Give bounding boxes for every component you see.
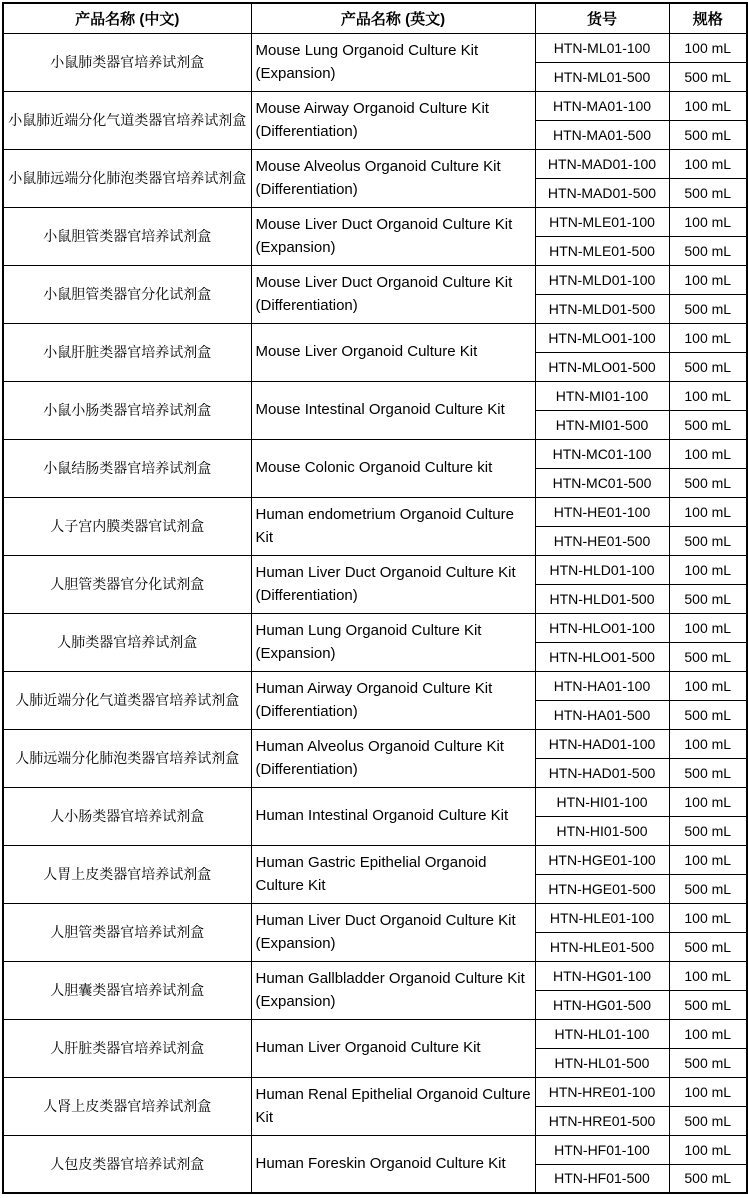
specification: 500 mL [669,294,747,323]
catalog-number: HTN-MC01-500 [535,468,669,497]
catalog-number: HTN-MLO01-500 [535,352,669,381]
catalog-number: HTN-HGE01-100 [535,845,669,874]
product-name-en: Mouse Liver Organoid Culture Kit [251,323,535,381]
product-name-en: Mouse Colonic Organoid Culture kit [251,439,535,497]
product-row [3,91,747,120]
product-row [3,1019,747,1048]
catalog-number: HTN-HLE01-100 [535,903,669,932]
header-row [3,3,747,33]
product-name-en: Human Liver Duct Organoid Culture Kit (Expansion) [251,903,535,961]
product-name-en: Mouse Lung Organoid Culture Kit (Expansion) [251,33,535,91]
specification: 500 mL [669,352,747,381]
product-row [3,439,747,468]
product-name-en: Human Airway Organoid Culture Kit (Differentiation) [251,671,535,729]
catalog-number: HTN-MAD01-500 [535,178,669,207]
product-name-cn: 人胆管类器官培养试剂盒 [3,903,251,961]
specification: 500 mL [669,178,747,207]
catalog-number: HTN-MLD01-500 [535,294,669,323]
specification: 500 mL [669,468,747,497]
catalog-number: HTN-MLO01-100 [535,323,669,352]
catalog-number: HTN-MA01-100 [535,91,669,120]
product-name-en: Human endometrium Organoid Culture Kit [251,497,535,555]
header-product-name-cn: 产品名称 (中文) [3,3,251,33]
catalog-number: HTN-HE01-100 [535,497,669,526]
catalog-number: HTN-HL01-500 [535,1048,669,1077]
specification: 100 mL [669,207,747,236]
product-name-en: Human Lung Organoid Culture Kit (Expansion) [251,613,535,671]
specification: 500 mL [669,410,747,439]
specification: 100 mL [669,729,747,758]
product-row [3,1135,747,1164]
catalog-number: HTN-HLE01-500 [535,932,669,961]
specification: 100 mL [669,91,747,120]
catalog-number: HTN-MI01-100 [535,381,669,410]
specification: 500 mL [669,874,747,903]
specification: 100 mL [669,903,747,932]
catalog-number: HTN-ML01-100 [535,33,669,62]
catalog-number: HTN-MLE01-100 [535,207,669,236]
table-header [3,3,747,33]
catalog-number: HTN-HE01-500 [535,526,669,555]
specification: 500 mL [669,758,747,787]
product-name-en: Mouse Intestinal Organoid Culture Kit [251,381,535,439]
catalog-number: HTN-HA01-100 [535,671,669,700]
specification: 500 mL [669,932,747,961]
catalog-number: HTN-ML01-500 [535,62,669,91]
product-row [3,33,747,62]
catalog-number: HTN-MI01-500 [535,410,669,439]
product-row [3,729,747,758]
product-name-cn: 人胃上皮类器官培养试剂盒 [3,845,251,903]
catalog-number: HTN-HA01-500 [535,700,669,729]
catalog-number: HTN-MAD01-100 [535,149,669,178]
product-name-cn: 小鼠肝脏类器官培养试剂盒 [3,323,251,381]
specification: 500 mL [669,700,747,729]
catalog-number: HTN-HRE01-100 [535,1077,669,1106]
specification: 500 mL [669,1048,747,1077]
product-name-en: Human Gallbladder Organoid Culture Kit (Expansion) [251,961,535,1019]
product-name-cn: 小鼠胆管类器官培养试剂盒 [3,207,251,265]
product-name-en: Mouse Liver Duct Organoid Culture Kit (Differentiation) [251,265,535,323]
product-row [3,381,747,410]
product-row [3,207,747,236]
specification: 100 mL [669,323,747,352]
header-specification: 规格 [669,3,747,33]
header-catalog-number: 货号 [535,3,669,33]
product-name-en: Human Liver Organoid Culture Kit [251,1019,535,1077]
catalog-number: HTN-HLO01-500 [535,642,669,671]
specification: 100 mL [669,1135,747,1164]
specification: 500 mL [669,816,747,845]
specification: 100 mL [669,265,747,294]
product-name-cn: 小鼠肺远端分化肺泡类器官培养试剂盒 [3,149,251,207]
product-name-en: Human Foreskin Organoid Culture Kit [251,1135,535,1193]
product-name-cn: 人肝脏类器官培养试剂盒 [3,1019,251,1077]
catalog-number: HTN-HI01-500 [535,816,669,845]
catalog-number: HTN-HAD01-100 [535,729,669,758]
catalog-number: HTN-HL01-100 [535,1019,669,1048]
product-row [3,671,747,700]
specification: 500 mL [669,642,747,671]
catalog-number: HTN-HAD01-500 [535,758,669,787]
product-name-en: Human Intestinal Organoid Culture Kit [251,787,535,845]
product-name-cn: 小鼠小肠类器官培养试剂盒 [3,381,251,439]
specification: 500 mL [669,1106,747,1135]
specification: 100 mL [669,671,747,700]
product-row [3,1077,747,1106]
product-name-cn: 人肾上皮类器官培养试剂盒 [3,1077,251,1135]
catalog-number: HTN-HLO01-100 [535,613,669,642]
specification: 500 mL [669,526,747,555]
product-row [3,555,747,584]
product-table-body [3,33,747,1193]
specification: 500 mL [669,62,747,91]
product-name-cn: 小鼠胆管类器官分化试剂盒 [3,265,251,323]
product-row [3,903,747,932]
specification: 500 mL [669,990,747,1019]
product-name-en: Human Renal Epithelial Organoid Culture Kit [251,1077,535,1135]
product-row [3,613,747,642]
specification: 100 mL [669,149,747,178]
product-name-cn: 人肺近端分化气道类器官培养试剂盒 [3,671,251,729]
product-row [3,265,747,294]
product-name-cn: 人小肠类器官培养试剂盒 [3,787,251,845]
product-name-cn: 小鼠肺类器官培养试剂盒 [3,33,251,91]
product-name-cn: 人胆管类器官分化试剂盒 [3,555,251,613]
catalog-number: HTN-HF01-500 [535,1164,669,1193]
catalog-number: HTN-HI01-100 [535,787,669,816]
product-row [3,787,747,816]
specification: 100 mL [669,381,747,410]
specification: 100 mL [669,1019,747,1048]
product-name-cn: 人胆囊类器官培养试剂盒 [3,961,251,1019]
product-row [3,323,747,352]
product-catalog-table [2,2,748,1194]
catalog-number: HTN-HG01-500 [535,990,669,1019]
product-row [3,845,747,874]
product-name-cn: 人子宫内膜类器官试剂盒 [3,497,251,555]
specification: 500 mL [669,584,747,613]
catalog-number: HTN-MA01-500 [535,120,669,149]
specification: 100 mL [669,961,747,990]
specification: 100 mL [669,787,747,816]
specification: 500 mL [669,120,747,149]
catalog-number: HTN-HLD01-500 [535,584,669,613]
catalog-number: HTN-MC01-100 [535,439,669,468]
product-name-en: Mouse Liver Duct Organoid Culture Kit (Expansion) [251,207,535,265]
product-name-cn: 小鼠肺近端分化气道类器官培养试剂盒 [3,91,251,149]
specification: 100 mL [669,845,747,874]
product-name-cn: 人肺远端分化肺泡类器官培养试剂盒 [3,729,251,787]
specification: 100 mL [669,33,747,62]
catalog-number: HTN-HG01-100 [535,961,669,990]
specification: 100 mL [669,439,747,468]
product-name-en: Human Liver Duct Organoid Culture Kit (Differentiation) [251,555,535,613]
product-name-cn: 小鼠结肠类器官培养试剂盒 [3,439,251,497]
specification: 500 mL [669,236,747,265]
specification: 100 mL [669,613,747,642]
catalog-number: HTN-HGE01-500 [535,874,669,903]
product-name-cn: 人肺类器官培养试剂盒 [3,613,251,671]
catalog-number: HTN-HRE01-500 [535,1106,669,1135]
header-product-name-en: 产品名称 (英文) [251,3,535,33]
catalog-number: HTN-HF01-100 [535,1135,669,1164]
product-name-en: Mouse Airway Organoid Culture Kit (Differentiation) [251,91,535,149]
product-name-en: Mouse Alveolus Organoid Culture Kit (Differentiation) [251,149,535,207]
specification: 100 mL [669,555,747,584]
specification: 100 mL [669,497,747,526]
product-name-en: Human Alveolus Organoid Culture Kit (Differentiation) [251,729,535,787]
catalog-number: HTN-HLD01-100 [535,555,669,584]
specification: 100 mL [669,1077,747,1106]
specification: 500 mL [669,1164,747,1193]
product-name-en: Human Gastric Epithelial Organoid Culture Kit [251,845,535,903]
product-name-cn: 人包皮类器官培养试剂盒 [3,1135,251,1193]
catalog-number: HTN-MLD01-100 [535,265,669,294]
catalog-number: HTN-MLE01-500 [535,236,669,265]
product-row [3,961,747,990]
product-row [3,149,747,178]
product-row [3,497,747,526]
